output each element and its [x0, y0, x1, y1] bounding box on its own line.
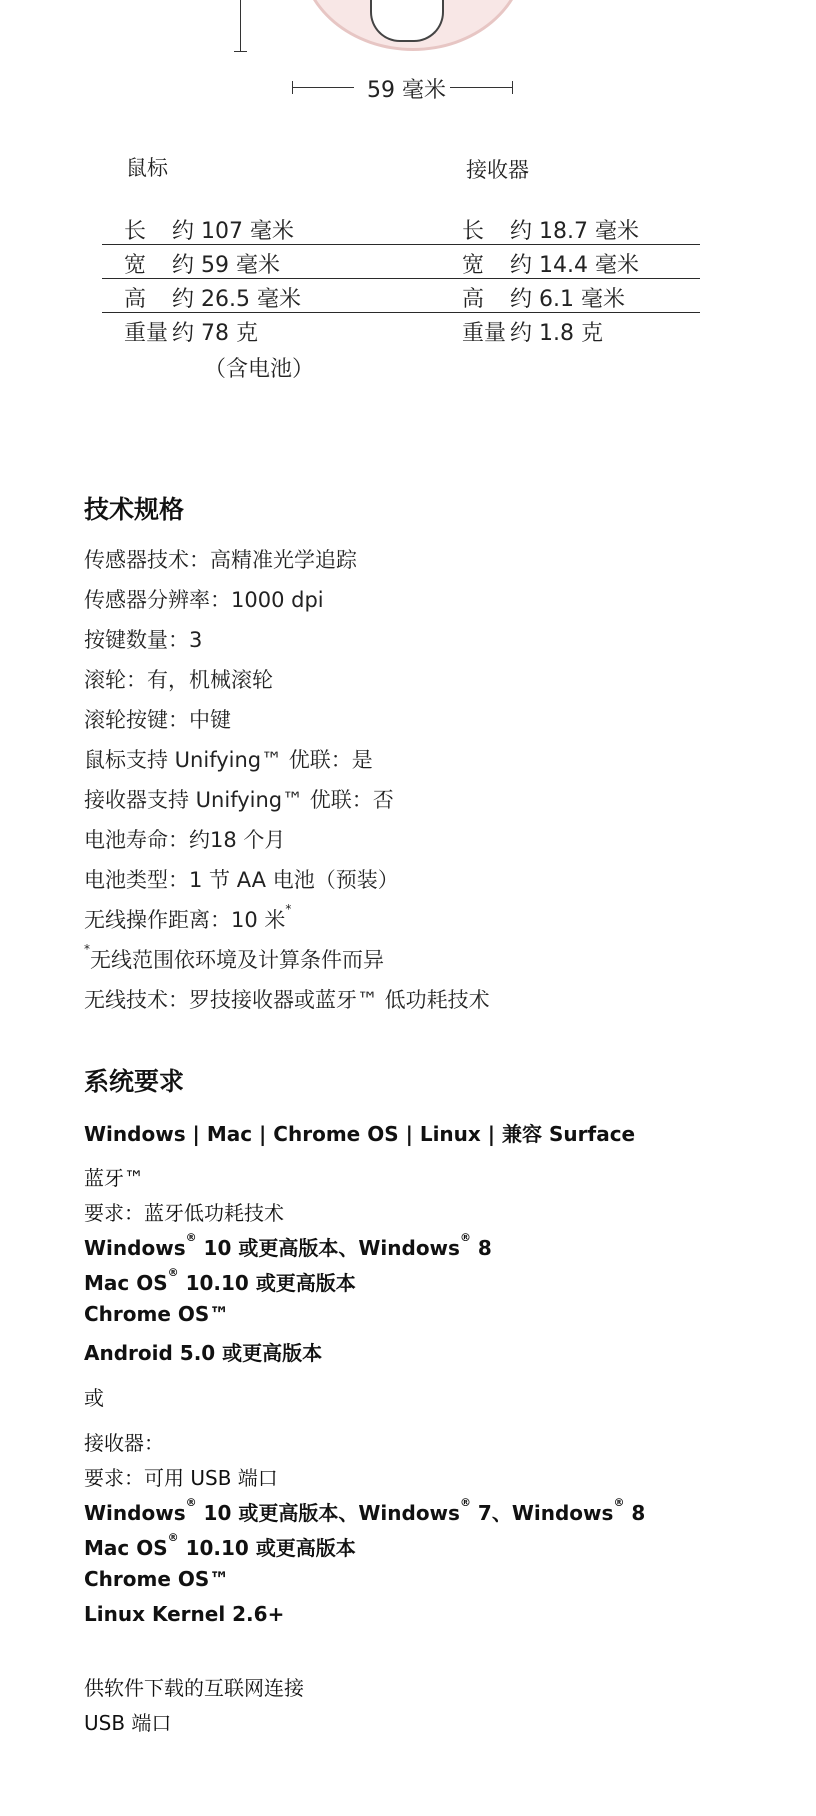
- spec-item: 接收器支持 Unifying™ 优联：否: [84, 788, 394, 812]
- spec-item: 无线技术：罗技接收器或蓝牙™ 低功耗技术: [84, 988, 490, 1012]
- mouse-row-width: [124, 248, 374, 282]
- os-name: Windows: [84, 1236, 186, 1260]
- receiver-requirement: 要求：可用 USB 端口: [84, 1466, 278, 1490]
- receiver-row-weight: [462, 316, 692, 350]
- platforms-line: Windows | Mac | Chrome OS | Linux | 兼容 Surface: [84, 1122, 636, 1146]
- bluetooth-mac-line: [84, 1267, 356, 1296]
- receiver-linux-line: Linux Kernel 2.6+: [84, 1602, 285, 1626]
- bluetooth-android-line: Android 5.0 或更高版本: [84, 1341, 323, 1365]
- os-text: 7、Windows: [470, 1501, 614, 1525]
- row-key: 高: [462, 287, 485, 312]
- bluetooth-chrome-line: Chrome OS™: [84, 1302, 230, 1326]
- spec-item: 传感器技术：高精准光学追踪: [84, 548, 357, 572]
- os-text: 10.10 或更高版本: [178, 1271, 356, 1295]
- internet-requirement: 供软件下载的互联网连接: [84, 1676, 304, 1700]
- spec-footnote: [84, 944, 384, 974]
- row-key: 宽: [462, 253, 485, 278]
- bluetooth-windows-line: [84, 1232, 492, 1261]
- row-key: 高: [124, 287, 147, 312]
- width-dimension-end: [512, 81, 513, 94]
- height-dimension-line: [240, 0, 241, 52]
- row-value: 约 107 毫米: [172, 219, 294, 244]
- row-key: 宽: [124, 253, 147, 278]
- tech-specs-heading: 技术规格: [84, 495, 185, 524]
- spec-item: 电池类型：1 节 AA 电池（预装）: [84, 868, 399, 892]
- width-dimension-label: 59 毫米: [367, 78, 446, 103]
- receiver-title: 接收器：: [84, 1431, 164, 1455]
- mouse-table-title: 鼠标: [126, 156, 168, 180]
- spec-item: 传感器分辨率：1000 dpi: [84, 588, 324, 612]
- os-name: Mac OS: [84, 1536, 168, 1560]
- os-text: 8: [624, 1501, 646, 1525]
- usb-requirement: USB 端口: [84, 1711, 172, 1735]
- mouse-row-height: [124, 282, 374, 316]
- spec-item: 滚轮：有，机械滚轮: [84, 668, 273, 692]
- row-key: 重量: [124, 321, 169, 346]
- receiver-row-height: [462, 282, 692, 316]
- row-value: 约 14.4 毫米: [510, 253, 639, 278]
- row-value: 约 18.7 毫米: [510, 219, 639, 244]
- os-name: Mac OS: [84, 1271, 168, 1295]
- row-key: 长: [462, 219, 485, 244]
- row-value: 约 26.5 毫米: [172, 287, 301, 312]
- row-key: 长: [124, 219, 147, 244]
- os-text: 10 或更高版本、Windows: [196, 1501, 460, 1525]
- footnote-mark: *: [285, 902, 292, 916]
- row-value: 约 78 克: [172, 321, 258, 346]
- os-text: 10.10 或更高版本: [178, 1536, 356, 1560]
- width-dimension-line-right: [450, 87, 512, 88]
- spec-item: 按键数量：3: [84, 628, 203, 652]
- or-separator: 或: [84, 1386, 104, 1410]
- spec-item-text: 无线操作距离：10 米: [84, 908, 286, 932]
- spec-item-range: [84, 904, 291, 934]
- width-dimension-line-left: [292, 87, 354, 88]
- spec-item: 滚轮按键：中键: [84, 708, 231, 732]
- spec-item: 电池寿命：约18 个月: [84, 828, 286, 852]
- os-text: 10 或更高版本、Windows: [196, 1236, 460, 1260]
- spec-item: 鼠标支持 Unifying™ 优联：是: [84, 748, 373, 772]
- receiver-chrome-line: Chrome OS™: [84, 1567, 230, 1591]
- mouse-row-length: [124, 214, 374, 248]
- row-value: 约 1.8 克: [510, 321, 603, 346]
- row-value: 约 6.1 毫米: [510, 287, 625, 312]
- receiver-row-length: [462, 214, 692, 248]
- os-text: 8: [470, 1236, 492, 1260]
- mouse-row-weight: [124, 316, 374, 386]
- registered-mark: ®: [459, 1231, 471, 1244]
- receiver-row-width: [462, 248, 692, 282]
- receiver-table-title: 接收器: [466, 158, 529, 182]
- bluetooth-title: 蓝牙™: [84, 1166, 144, 1190]
- receiver-mac-line: [84, 1532, 356, 1561]
- registered-mark: ®: [185, 1496, 197, 1509]
- spec-footnote-text: 无线范围依环境及计算条件而异: [90, 948, 384, 972]
- os-name: Windows: [84, 1501, 186, 1525]
- registered-mark: ®: [167, 1266, 179, 1279]
- height-dimension-tick: [234, 51, 247, 52]
- registered-mark: ®: [185, 1231, 197, 1244]
- registered-mark: ®: [459, 1496, 471, 1509]
- row-note: （含电池）: [204, 357, 315, 382]
- receiver-windows-line: [84, 1497, 645, 1526]
- registered-mark: ®: [167, 1531, 179, 1544]
- system-requirements-heading: 系统要求: [84, 1067, 185, 1096]
- bluetooth-requirement: 要求：蓝牙低功耗技术: [84, 1201, 284, 1225]
- row-key: 重量: [462, 321, 507, 346]
- registered-mark: ®: [613, 1496, 625, 1509]
- footnote-mark: *: [84, 942, 90, 956]
- row-value: 约 59 毫米: [172, 253, 280, 278]
